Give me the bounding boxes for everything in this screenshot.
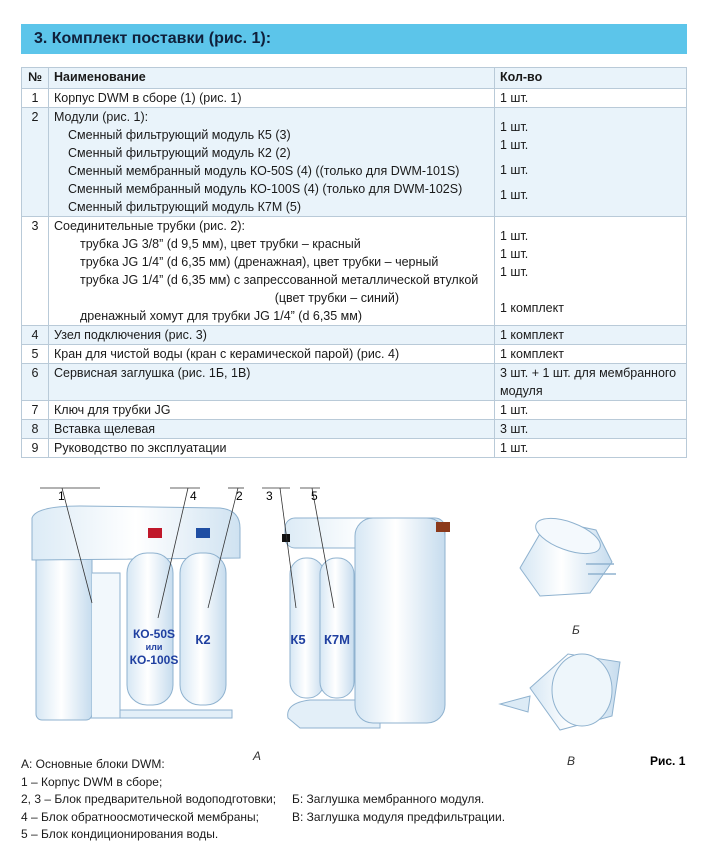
legend-line: 2, 3 – Блок предварительной водоподготовки; xyxy=(21,792,277,806)
row-line: Корпус DWM в сборе (1) (рис. 1) xyxy=(54,91,242,105)
row-qty xyxy=(495,401,687,420)
row-name xyxy=(49,439,495,458)
table-row xyxy=(22,439,687,458)
qty-line: 1 шт. xyxy=(500,441,529,455)
row-qty xyxy=(495,364,687,401)
col-header-qty: Кол-во xyxy=(495,68,687,89)
qty-line: 1 комплект xyxy=(500,328,564,342)
table-row xyxy=(22,420,687,439)
figure-1-illustration xyxy=(0,478,710,768)
row-name xyxy=(49,401,495,420)
row-line: Сменный мембранный модуль КО-100S (4) (только для DWM-102S) xyxy=(68,182,463,196)
qty-line: 3 шт. xyxy=(500,422,529,436)
red-valve-icon xyxy=(148,528,162,538)
callout-4: 4 xyxy=(190,489,197,503)
unit-b-illustration xyxy=(262,488,450,728)
col-header-name: Наименование xyxy=(49,68,495,89)
row-num: 7 xyxy=(22,401,49,420)
row-num: 6 xyxy=(22,364,49,401)
row-line: Сервисная заглушка (рис. 1Б, 1В) xyxy=(54,366,251,380)
qty-line: 1 шт. xyxy=(500,188,529,202)
row-name xyxy=(49,420,495,439)
row-qty xyxy=(495,89,687,108)
callout-2: 2 xyxy=(236,489,243,503)
row-line: Модули (рис. 1): xyxy=(54,110,149,124)
table-row xyxy=(22,401,687,420)
module-label-ili: или xyxy=(145,642,163,652)
blue-valve-icon xyxy=(196,528,210,538)
plug-b-illustration xyxy=(520,511,616,596)
row-line: трубка JG 3/8” (d 9,5 мм), цвет трубки – красный xyxy=(80,237,361,251)
qty-line: 1 шт. xyxy=(500,138,529,152)
callout-5: 5 xyxy=(311,489,318,503)
table-row xyxy=(22,364,687,401)
legend-line: Б: Заглушка мембранного модуля. xyxy=(292,792,485,806)
row-num: 3 xyxy=(22,217,49,326)
table-row xyxy=(22,108,687,217)
row-name xyxy=(49,326,495,345)
row-num: 9 xyxy=(22,439,49,458)
module-label-k2: К2 xyxy=(195,632,211,647)
section-title: 3. Комплект поставки (рис. 1): xyxy=(34,30,272,47)
row-qty xyxy=(495,420,687,439)
plug-v-illustration xyxy=(500,654,620,730)
section-header-bar xyxy=(21,24,687,54)
row-qty xyxy=(495,108,687,217)
table-row xyxy=(22,326,687,345)
col-header-num: № xyxy=(22,68,49,89)
row-name xyxy=(49,108,495,217)
row-num: 8 xyxy=(22,420,49,439)
module-label-ko100: КО-100S xyxy=(129,653,179,667)
qty-line: 1 комплект xyxy=(500,347,564,361)
row-num: 2 xyxy=(22,108,49,217)
legend-right xyxy=(292,791,505,826)
row-line: Руководство по эксплуатации xyxy=(54,441,227,455)
row-line: Сменный фильтрующий модуль К5 (3) xyxy=(68,128,291,142)
legend-line: 1 – Корпус DWM в сборе; xyxy=(21,774,163,789)
qty-line: 1 шт. xyxy=(500,229,529,243)
legend-line: В: Заглушка модуля предфильтрации. xyxy=(292,809,506,824)
row-qty xyxy=(495,345,687,364)
row-qty xyxy=(495,326,687,345)
table-row xyxy=(22,89,687,108)
row-name xyxy=(49,345,495,364)
row-name xyxy=(49,89,495,108)
caption-b: Б xyxy=(572,623,580,637)
row-qty xyxy=(495,439,687,458)
row-num: 5 xyxy=(22,345,49,364)
qty-line: 1 шт. xyxy=(500,120,529,134)
row-line: трубка JG 1/4” (d 6,35 мм) (дренажная), цвет трубки – черный xyxy=(80,255,439,269)
row-qty xyxy=(495,217,687,326)
module-label-ko50: КО-50S xyxy=(132,627,176,641)
row-line: Кран для чистой воды (кран с керамической парой) (рис. 4) xyxy=(54,347,400,361)
row-line: Сменный фильтрующий модуль К2 (2) xyxy=(68,146,291,160)
row-line: Вставка щелевая xyxy=(54,422,156,436)
qty-line: 1 шт. xyxy=(500,163,529,177)
table-header-row xyxy=(22,68,687,89)
row-line: трубка JG 1/4” (d 6,35 мм) с запрессованной металлической втулкой xyxy=(80,273,479,287)
row-line: Сменный мембранный модуль КО-50S (4) ((только для DWM-101S) xyxy=(68,164,460,178)
legend-line: А: Основные блоки DWM: xyxy=(21,757,165,771)
delivery-kit-table xyxy=(21,67,687,458)
row-line: Соединительные трубки (рис. 2): xyxy=(54,219,245,233)
callout-3: 3 xyxy=(266,489,273,503)
qty-line: 3 шт. + 1 шт. для мембранного модуля xyxy=(500,366,677,398)
row-line: дренажный хомут для трубки JG 1/4” (d 6,35 мм) xyxy=(80,309,363,323)
row-line: Сменный фильтрующий модуль К7М (5) xyxy=(68,200,302,214)
qty-line: 1 шт. xyxy=(500,91,529,105)
legend-left xyxy=(21,756,276,844)
row-name xyxy=(49,217,495,326)
unit-a-illustration xyxy=(32,488,244,720)
legend-line: 4 – Блок обратноосмотической мембраны; xyxy=(21,809,259,824)
row-line: Узел подключения (рис. 3) xyxy=(54,328,207,342)
row-name xyxy=(49,364,495,401)
qty-line: 1 шт. xyxy=(500,265,529,279)
legend-line: 5 – Блок кондиционирования воды. xyxy=(21,827,219,841)
row-line: Ключ для трубки JG xyxy=(54,403,171,417)
caption-a: А xyxy=(253,749,262,763)
table-row xyxy=(22,345,687,364)
qty-line: 1 комплект xyxy=(500,301,564,315)
module-label-k7m: К7М xyxy=(324,632,350,647)
callout-1: 1 xyxy=(58,489,65,503)
row-line: (цвет трубки – синий) xyxy=(274,291,399,305)
qty-line: 1 шт. xyxy=(500,403,529,417)
caption-v: В xyxy=(567,754,576,768)
table-row xyxy=(22,217,687,326)
copper-fitting-icon xyxy=(436,522,450,532)
row-num: 4 xyxy=(22,326,49,345)
qty-line: 1 шт. xyxy=(500,247,529,261)
caption-fig: Рис. 1 xyxy=(650,754,686,768)
row-num: 1 xyxy=(22,89,49,108)
module-label-k5: К5 xyxy=(290,632,306,647)
